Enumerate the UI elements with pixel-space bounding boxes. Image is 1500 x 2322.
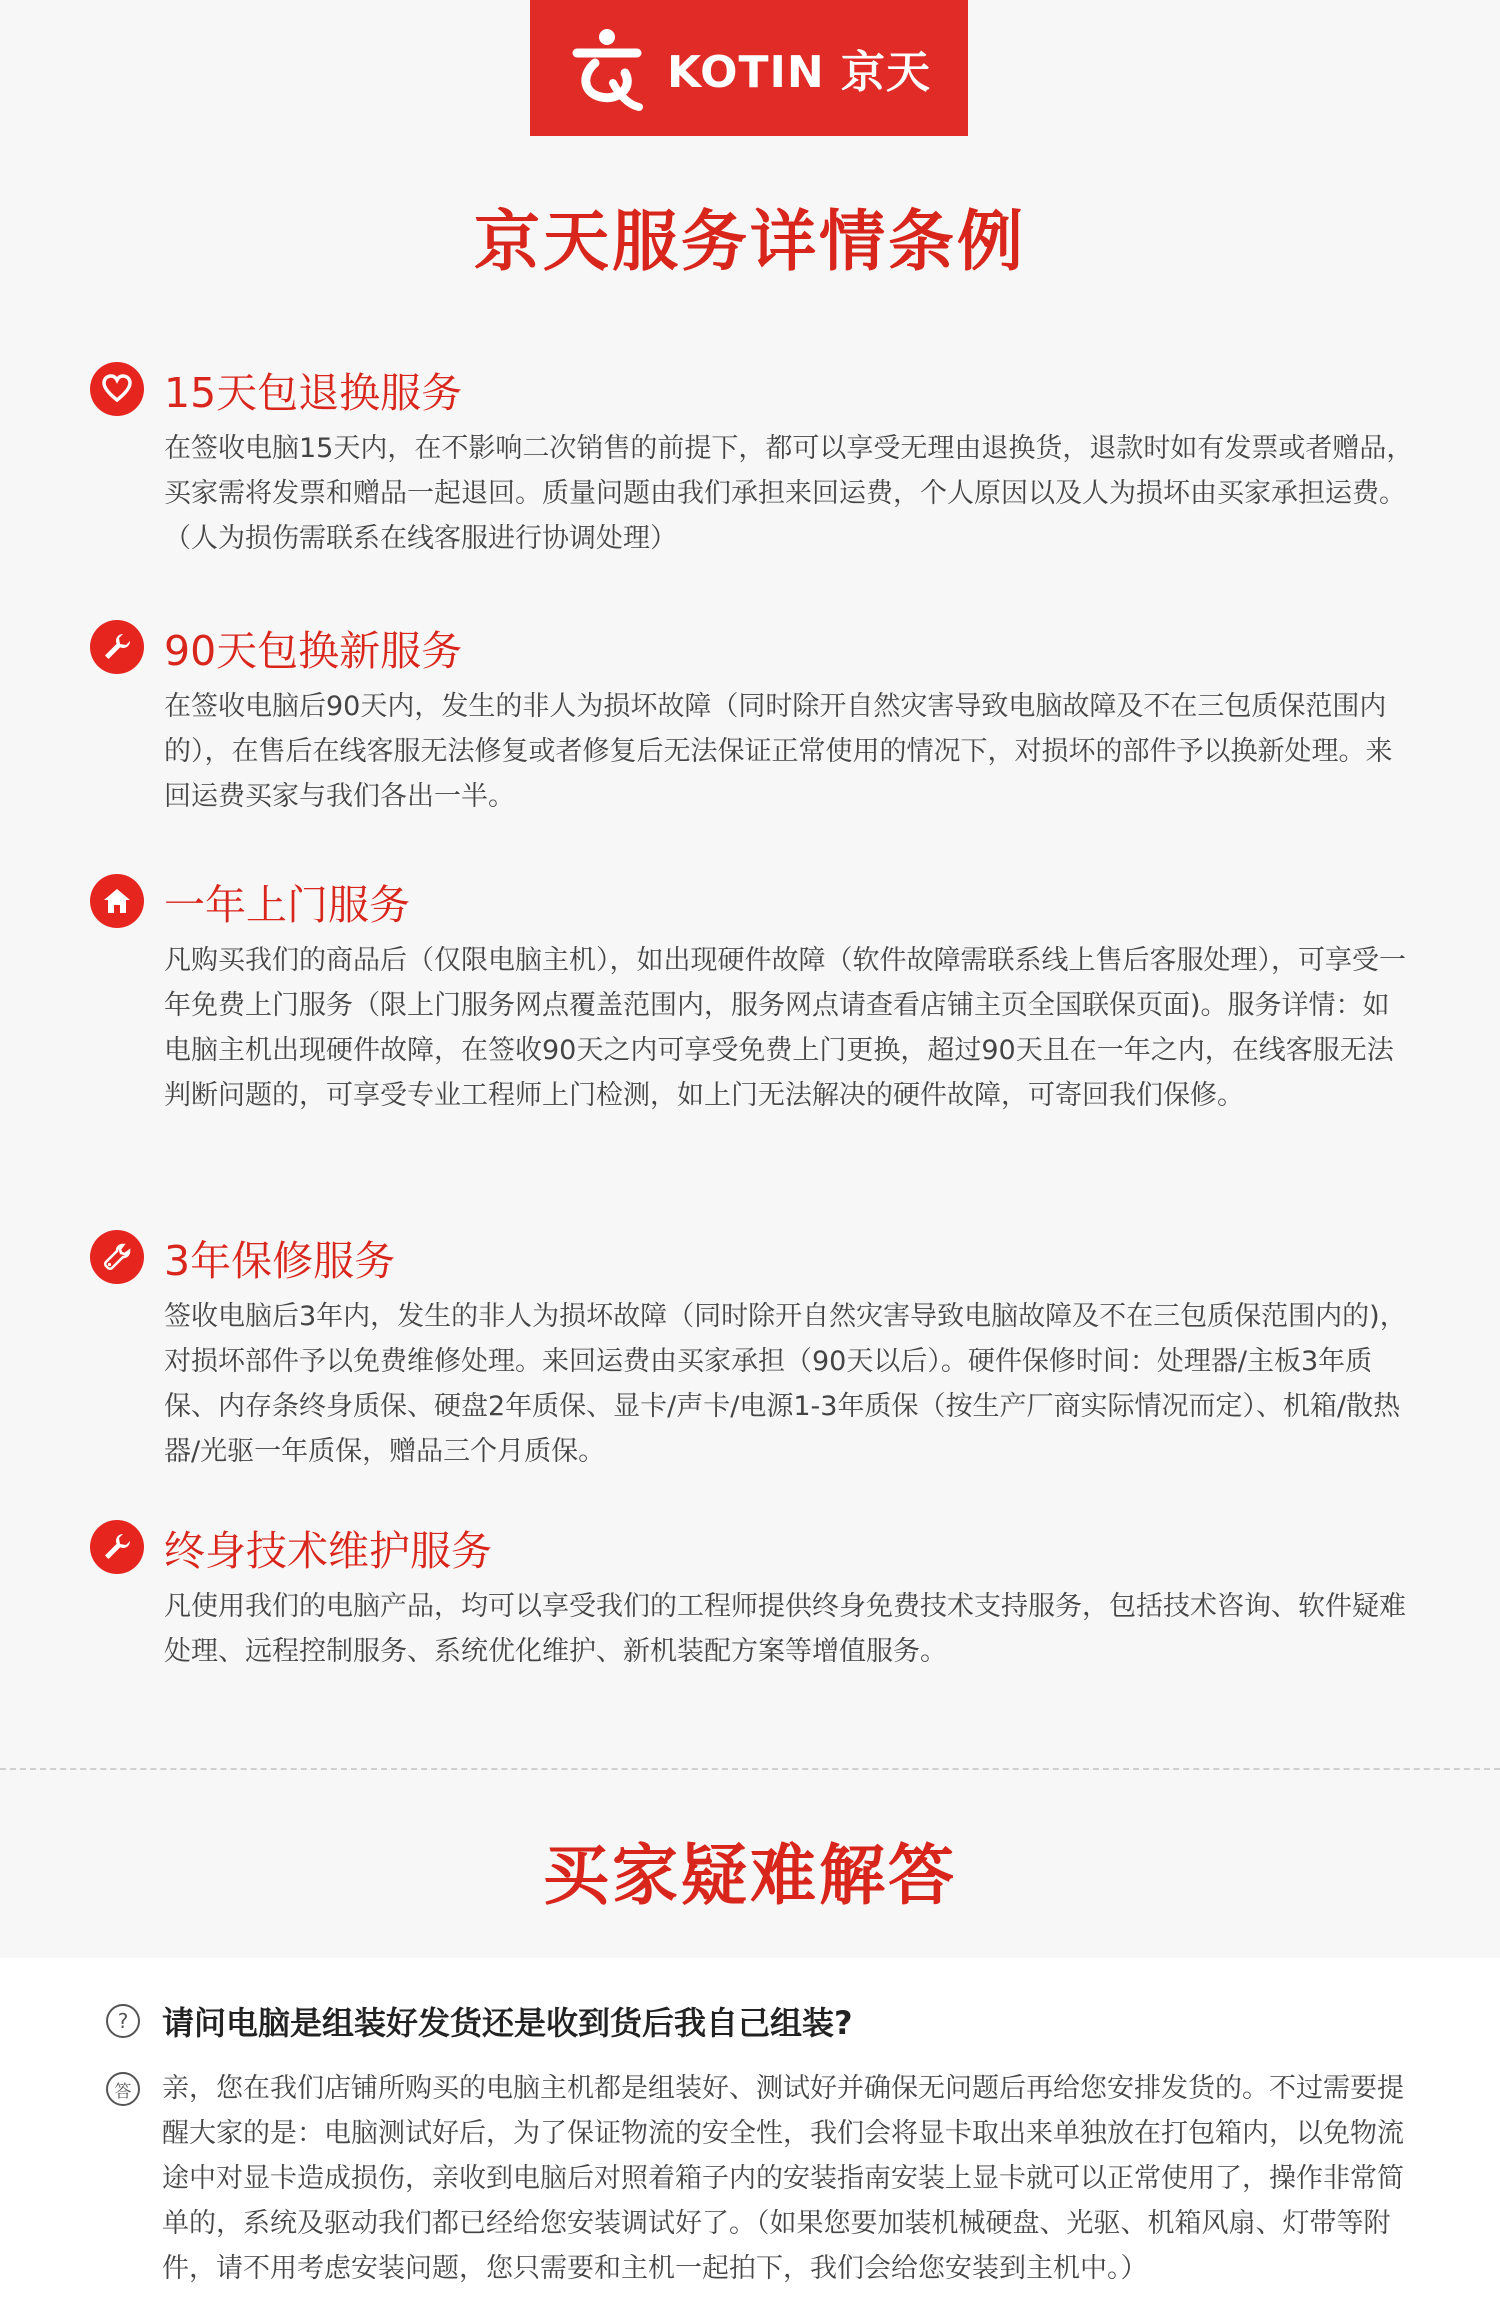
service-title: 90天包换新服务 xyxy=(164,626,463,675)
service-description: 在签收电脑后90天内，发生的非人为损坏故障（同时除开自然灾害导致电脑故障及不在三包质保范围内的），在售后在线客服无法修复或者修复后无法保证正常使用的情况下，对损坏的部件予以换新处理。来回运费买家与我们各出一半。 xyxy=(164,691,1393,812)
kotin-logo-icon xyxy=(567,23,647,113)
service-item-replace xyxy=(90,616,1420,819)
service-description: 凡使用我们的电脑产品，均可以享受我们的工程师提供终身免费技术支持服务，包括技术咨询、软件疑难处理、远程控制服务、系统优化维护、新机装配方案等增值服务。 xyxy=(164,1591,1406,1667)
service-title: 15天包退换服务 xyxy=(164,368,463,417)
answer-text: 亲，您在我们店铺所购买的电脑主机都是组装好、测试好并确保无问题后再给您安排发货的。不过需要提醒大家的是：电脑测试好后，为了保证物流的安全性，我们会将显卡取出来单独放在打包箱内，以免物流途中对显卡造成损伤，亲收到电脑后对照着箱子内的安装指南安装上显卡就可以正常使用了，操作非常简单的，系统及驱动我们都已经给您安装调试好了。（如果您要加装机械硬盘、光驱、机箱风扇、灯带等附件，请不用考虑安装问题，您只需要和主机一起拍下，我们会给您安装到主机中。） xyxy=(162,2073,1404,2284)
faq-section xyxy=(0,1958,1500,2322)
service-title: 一年上门服务 xyxy=(164,880,410,929)
page-title: 京天服务详情条例 xyxy=(474,203,1026,280)
service-description: 签收电脑后3年内，发生的非人为损坏故障（同时除开自然灾害导致电脑故障及不在三包质保范围内的)，对损坏部件予以免费维修处理。来回运费由买家承担（90天以后）。硬件保修时间：处理器/主板3年质保、内存条终身质保、硬盘2年质保、显卡/声卡/电源1-3年质保（按生产厂商实际情况而定）、机箱/散热器/光驱一年质保，赠品三个月质保。 xyxy=(164,1301,1407,1467)
service-description: 凡购买我们的商品后（仅限电脑主机），如出现硬件故障（软件故障需联系线上售后客服处理），可享受一年免费上门服务（限上门服务网点覆盖范围内，服务网点请查看店铺主页全国联保页面)。服务详情：如电脑主机出现硬件故障，在签收90天之内可享受免费上门更换，超过90天且在一年之内，在线客服无法判断问题的，可享受专业工程师上门检测，如上门无法解决的硬件故障，可寄回我们保修。 xyxy=(164,945,1406,1111)
section-divider xyxy=(0,1768,1500,1770)
wrench-icon xyxy=(90,1520,144,1574)
logo-text: KOTIN 京天 xyxy=(666,47,932,98)
service-title: 3年保修服务 xyxy=(164,1236,396,1285)
service-item-warranty xyxy=(90,1226,1420,1474)
service-item-lifetime-support xyxy=(90,1516,1420,1674)
wrench-icon xyxy=(90,620,144,674)
faq-answer xyxy=(106,2066,1416,2291)
tools-icon xyxy=(90,1230,144,1284)
faq-title: 买家疑难解答 xyxy=(543,1837,957,1914)
answer-icon: 答 xyxy=(106,2072,140,2106)
home-icon xyxy=(90,874,144,928)
faq-question xyxy=(106,1998,853,2044)
heart-icon xyxy=(90,362,144,416)
service-item-return xyxy=(90,358,1420,561)
brand-logo xyxy=(530,0,968,136)
service-title: 终身技术维护服务 xyxy=(164,1526,492,1575)
service-description: 在签收电脑15天内，在不影响二次销售的前提下，都可以享受无理由退换货，退款时如有发票或者赠品，买家需将发票和赠品一起退回。质量问题由我们承担来回运费，个人原因以及人为损坏由买家承担运费。（人为损伤需联系在线客服进行协调处理） xyxy=(164,433,1414,554)
service-item-onsite xyxy=(90,870,1420,1118)
question-text: 请问电脑是组装好发货还是收到货后我自己组装? xyxy=(162,2004,853,2042)
question-icon: ? xyxy=(106,2004,140,2038)
